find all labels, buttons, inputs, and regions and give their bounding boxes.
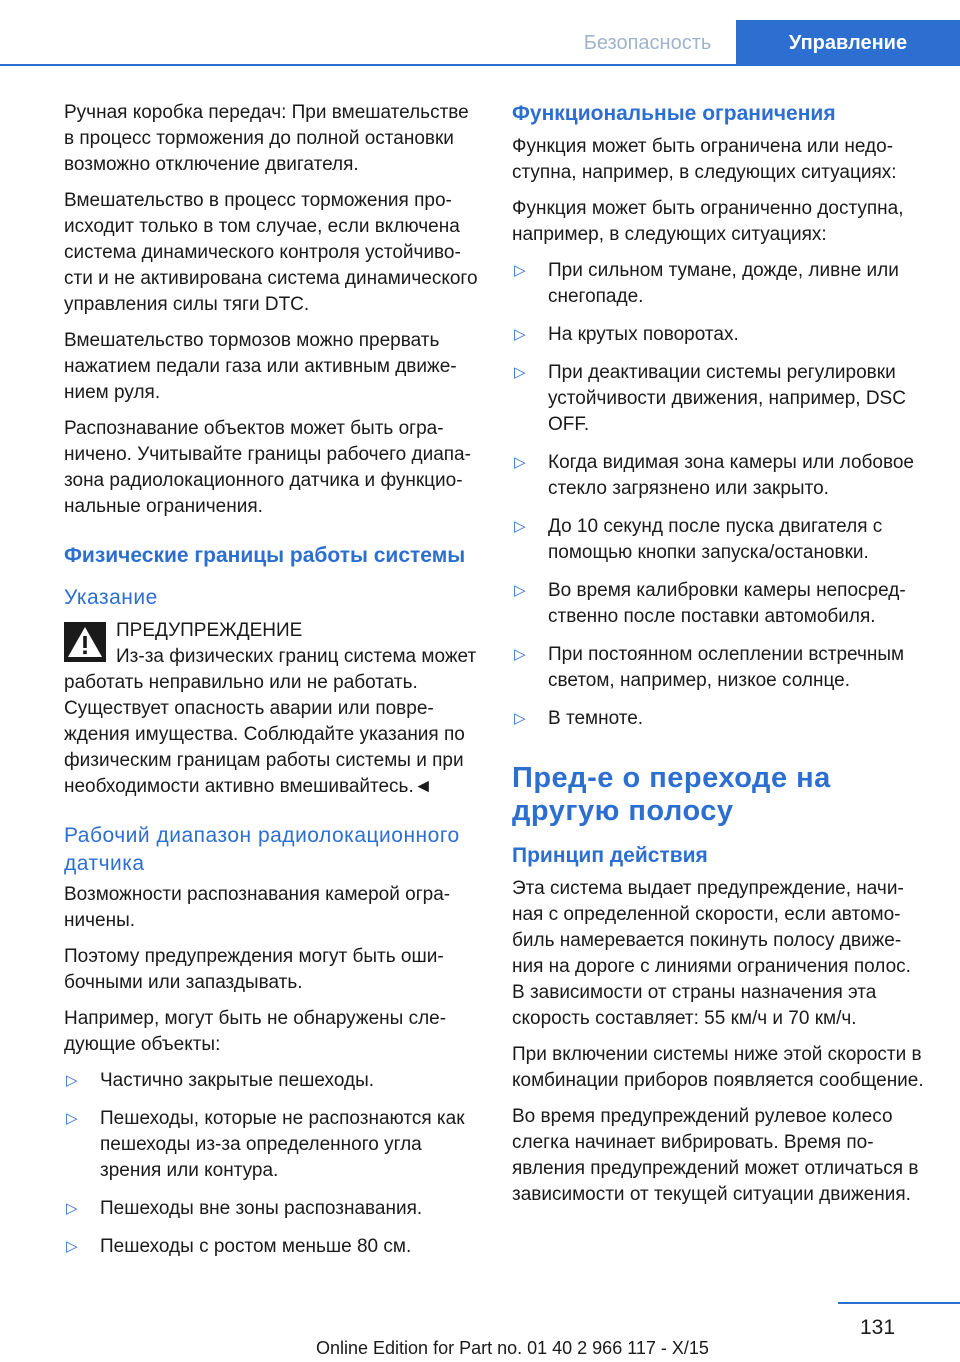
tab-operation[interactable]: Управление [736, 20, 960, 64]
bullet-triangle-icon: ▷ [514, 710, 526, 727]
bullet-triangle-icon: ▷ [514, 646, 526, 663]
heading-note: Указание [64, 586, 158, 609]
list-item: ▷ До 10 секунд после пуска двигателя с помощью кнопки запуска/остановки. [514, 516, 883, 563]
bullet-triangle-icon: ▷ [514, 262, 526, 279]
bullet-triangle-icon: ▷ [66, 1238, 78, 1255]
bullet-triangle-icon: ▷ [66, 1072, 78, 1089]
list-item: ▷ При постоянном ослеплении встречным светом, например, низкое солнце. [514, 644, 905, 691]
header-divider [0, 64, 960, 66]
objects-list [64, 1068, 482, 1260]
list-item: ▷ При деактивации системы регулировки устойчивости движения, например, DSC OFF. [514, 362, 906, 435]
paragraph-manual-gearbox: Ручная коробка передач: При вмешательстве в процесс торможения до полной остановки возможно отключение двигателя. [64, 102, 469, 175]
list-item: ▷ Когда видимая зона камеры или лобовое стекло загрязнено или закрыто. [514, 452, 915, 499]
list-item: ▷ В темноте. [512, 706, 926, 732]
paragraph-warnings-late: Поэтому предупреждения могут быть ошибочными или запаздывать. [64, 946, 444, 993]
page-number: 131 [860, 1316, 896, 1339]
left-column [64, 100, 482, 1272]
footer-divider [838, 1302, 960, 1304]
paragraph-system-warning: Эта система выдает предупреждение, начиная с определенной скорости, если автомобиль намеревается покинуть полосу движения на дороге с линиями ограничения полос. В зависимости от страны назначения эта скорость составляет: 55 км/ч и 70 км/ч. [512, 878, 911, 1029]
bullet-triangle-icon: ▷ [514, 454, 526, 471]
tab-safety[interactable]: Безопасность [583, 32, 712, 54]
paragraph-below-speed: При включении системы ниже этой скорости в комбинации приборов появляется сообщение. [512, 1044, 924, 1091]
list-item: ▷ Частично закрытые пешеходы. [64, 1068, 482, 1094]
paragraph-example-objects: Например, могут быть не обнаружены следующие объекты: [64, 1008, 447, 1055]
paragraph-interrupt-braking: Вмешательство тормозов можно прервать нажатием педали газа или активным движением руля. [64, 330, 457, 403]
list-item: ▷ Пешеходы вне зоны распознавания. [64, 1196, 482, 1222]
list-item: ▷ Во время калибровки камеры непосредственно после поставки автомобиля. [514, 580, 906, 627]
heading-sensor-range: Рабочий диапазон радиолокационного датчика [64, 824, 460, 875]
heading-physical-limits: Физические границы работы системы [64, 544, 466, 567]
paragraph-steering-vibration: Во время предупреждений рулевое колесо слегка начинает вибрировать. Время появления предупреждений может отличаться в зависимости от текущей ситуации движения. [512, 1106, 919, 1205]
warning-triangle-icon [64, 622, 106, 662]
warning-text: Из-за физических границ система может работать неправильно или не работать. Существует опасность аварии или повреждения имущества. Соблюдайте указания по физическим границам работы системы и при необходимости активно вмешивайтесь.◄ [64, 646, 477, 797]
bullet-triangle-icon: ▷ [514, 582, 526, 599]
paragraph-limited-available: Функция может быть ограниченно доступна, например, в следующих ситуациях: [512, 198, 904, 245]
warning-block [64, 618, 482, 670]
bullet-triangle-icon: ▷ [66, 1110, 78, 1127]
paragraph-camera-limited: Возможности распознавания камерой ограничены. [64, 884, 451, 931]
paragraph-braking-intervention: Вмешательство в процесс торможения происходит только в том случае, если включена система динамического контроля устойчивости и не активирована система динамического управления силы тяги DTC. [64, 190, 478, 315]
edition-footer: Online Edition for Part no. 01 40 2 966 117 - X/15 [316, 1338, 709, 1358]
situations-list [512, 258, 926, 732]
paragraph-object-recognition: Распознавание объектов может быть ограничено. Учитывайте границы рабочего диапазона радиолокационного датчика и функциональные ограничения. [64, 418, 471, 517]
bullet-triangle-icon: ▷ [514, 364, 526, 381]
bullet-triangle-icon: ▷ [514, 326, 526, 343]
heading-functional-limits: Функциональные ограничения [512, 102, 836, 125]
list-item: ▷ Пешеходы с ростом меньше 80 см. [64, 1234, 482, 1260]
right-column [512, 100, 926, 1218]
bullet-triangle-icon: ▷ [514, 518, 526, 535]
list-item: ▷ На крутых поворотах. [512, 322, 926, 348]
list-item: ▷ Пешеходы, которые не распознаются как пешеходы из-за определенного угла зрения или контура. [66, 1108, 465, 1181]
heading-lane-departure: Пред-е о переходе на другую полосу [512, 762, 831, 827]
list-item: ▷ При сильном тумане, дожде, ливне или снегопаде. [514, 260, 899, 307]
paragraph-limited-or-unavailable: Функция может быть ограничена или недоступна, например, в следующих ситуациях: [512, 136, 897, 183]
warning-title: ПРЕДУПРЕЖДЕНИЕ [116, 620, 303, 641]
heading-principle: Принцип действия [512, 844, 708, 867]
bullet-triangle-icon: ▷ [66, 1200, 78, 1217]
